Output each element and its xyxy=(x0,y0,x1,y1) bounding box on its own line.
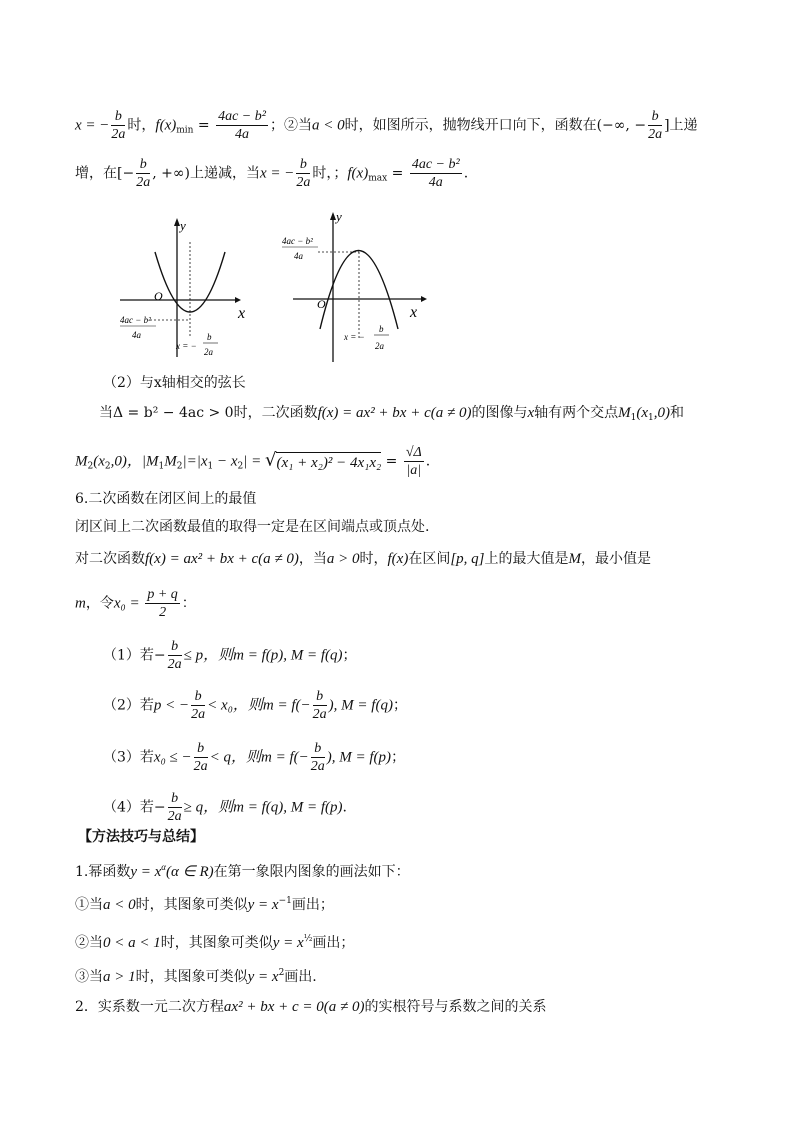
vertex-x-label: x = − xyxy=(344,332,365,342)
midpoint-def xyxy=(75,586,196,621)
cond: 0 < a < 1 xyxy=(103,935,161,951)
power-case-1 xyxy=(75,892,334,914)
text: 对二次函数 xyxy=(75,551,145,567)
result: m = f(q), M = f(p) xyxy=(233,799,343,816)
text: 的图像与 xyxy=(471,405,528,421)
eq: = xyxy=(387,165,408,182)
text: （3）若 xyxy=(103,749,154,766)
min-value-den: 4a xyxy=(132,330,141,340)
fraction-p-q: $\frac{p + q}{2}$ xyxy=(147,587,178,620)
fraction-4ac: $\frac{\text{4ac − b²}}{4a}$ xyxy=(411,157,460,190)
exponent: ½ xyxy=(303,934,313,944)
text: m = f(− xyxy=(262,697,311,714)
m-var: M xyxy=(618,405,631,421)
x-label: x xyxy=(410,304,418,321)
x-var: (x xyxy=(93,453,105,470)
vertex-x-label: x = − xyxy=(176,341,197,351)
vertex-max-line xyxy=(75,156,468,191)
x-eq: x = − xyxy=(75,117,110,134)
text: 在第一象限内图象的画法如下： xyxy=(213,864,410,880)
text: 时，其图象可类似 xyxy=(135,897,248,913)
text: 增，在[− xyxy=(75,165,135,182)
text: 上的最大值是 xyxy=(484,551,569,567)
exponent: α xyxy=(161,862,167,872)
vertex-x-den: 2a xyxy=(204,347,213,357)
quadratic-function: f(x) = ax² + bx + c(a ≠ 0) xyxy=(145,551,299,567)
exponent: −1 xyxy=(278,896,292,906)
power-case-2 xyxy=(75,930,354,952)
text: （2）若 xyxy=(103,697,154,714)
interval: [p, q] xyxy=(450,551,485,567)
text: （4）若− xyxy=(103,799,166,816)
cond: a > 0 xyxy=(326,551,360,567)
text: | = xyxy=(243,453,265,470)
fraction-b-2a: $\frac{b}{2a}$ xyxy=(296,157,311,190)
fraction-b-2a: $\frac{b}{2a}$ xyxy=(136,157,151,190)
f-min: f(x) xyxy=(155,117,177,134)
x-var: x xyxy=(527,405,535,421)
text: p < − xyxy=(153,697,190,714)
power-function: y = x xyxy=(130,864,162,880)
section-6-intro: 闭区间上二次函数最值的取得一定是在区间端点或顶点处. xyxy=(75,519,430,535)
max-value-num: 4ac − b² xyxy=(282,236,313,246)
power-case-3 xyxy=(75,964,317,986)
f-max: f(x) xyxy=(347,165,369,182)
text: ，最小值是 xyxy=(581,551,652,567)
power-function-item xyxy=(75,858,410,881)
section-2-title: （2）与x轴相交的弦长 xyxy=(103,375,246,391)
x-axis-arrow xyxy=(421,296,427,302)
max-sub: max xyxy=(368,173,388,184)
text: 时， xyxy=(359,551,388,567)
x-label: x xyxy=(238,305,246,322)
eq: = xyxy=(381,453,402,470)
text: ]上递 xyxy=(664,117,698,134)
text: 时，其图象可类似 xyxy=(135,969,248,985)
max-value-den: 4a xyxy=(294,251,303,261)
text: 的实根符号与系数之间的关系 xyxy=(364,999,547,1015)
fraction-sqrt-delta: $\frac{√\Delta}{|a|}$ xyxy=(405,445,422,478)
cond: a < 0 xyxy=(103,897,136,913)
exponent: 2 xyxy=(278,968,285,978)
text: 1.幂函数 xyxy=(75,864,131,880)
text: m = f(− xyxy=(261,749,309,766)
fraction-b-2a: $\frac{b}{2a}$ xyxy=(191,689,206,722)
case-1 xyxy=(103,638,357,673)
fraction-b-2a: $\frac{b}{2a}$ xyxy=(648,109,663,142)
fraction-b-2a: $\frac{b}{2a}$ xyxy=(167,791,182,824)
x-var: (x xyxy=(636,405,649,421)
vertex-min-line xyxy=(75,108,698,143)
min-value-num: 4ac − b² xyxy=(120,315,151,325)
text: − x xyxy=(213,453,238,470)
x-eq: x = − xyxy=(259,165,295,182)
upward-parabola-graph xyxy=(110,212,260,362)
text: 当Δ = b² − 4ac > 0时，二次函数 xyxy=(99,405,318,421)
fraction-b-2a: $\frac{b}{2a}$ xyxy=(310,741,325,774)
text: ②当 xyxy=(75,935,103,951)
result: m = f(p), M = f(q) xyxy=(233,647,343,664)
case-2 xyxy=(103,688,407,723)
quadratic-roots-item xyxy=(75,998,546,1016)
quadratic-function: f(x) = ax² + bx + c(a ≠ 0) xyxy=(317,405,472,421)
text: ： xyxy=(181,595,196,612)
y-label: y xyxy=(336,209,342,224)
case-3 xyxy=(103,740,405,775)
case-4 xyxy=(103,790,347,825)
sqrt-sign: √ xyxy=(265,449,277,471)
vertex-x-num: b xyxy=(207,332,212,342)
m-var: M xyxy=(164,453,177,470)
text: 画出； xyxy=(291,897,334,913)
period: . xyxy=(463,165,469,182)
chord-length-line: $M_2(x_2,0)$，$|M_1M_2|=|x_1 - x_2| = √(x_1 + x_2)^2 - 4x_1x_2$ = $\frac{√\Delta}{|a|}$ . xyxy=(75,445,431,478)
m-var: M xyxy=(568,551,582,567)
text: ≥ q，则 xyxy=(183,799,234,816)
text: 轴有两个交点 xyxy=(534,405,619,421)
text: , +∞)上递减，当 xyxy=(152,165,260,182)
text: ，令 xyxy=(85,595,114,612)
sqrt-content: (x₁ + x₂)² − 4x₁x₂ xyxy=(276,452,381,472)
text: ≤ p，则 xyxy=(183,647,234,664)
text: 在区间 xyxy=(408,551,451,567)
text: 时， xyxy=(127,117,156,134)
text: ,0) xyxy=(653,405,671,421)
text: (α ∈ R) xyxy=(166,864,214,880)
text: ，当 xyxy=(298,551,327,567)
y-label: y xyxy=(180,218,186,233)
quadratic-equation: ax² + bx + c = 0(a ≠ 0) xyxy=(223,999,365,1015)
period: . xyxy=(425,453,431,470)
text: x₀ ≤ − xyxy=(153,749,192,766)
vertex-x-den: 2a xyxy=(375,341,384,351)
fraction-b-2a: $\frac{b}{2a}$ xyxy=(111,109,126,142)
fraction-b-2a: $\frac{b}{2a}$ xyxy=(193,741,208,774)
text: 画出； xyxy=(312,935,355,951)
vertex-x-num: b xyxy=(379,324,384,334)
m-var: m xyxy=(75,595,86,612)
method-title: 【方法技巧与总结】 xyxy=(78,829,204,845)
text: ； xyxy=(392,697,407,714)
cond: a < 0 xyxy=(311,117,345,134)
text: ,0)，|M xyxy=(110,453,159,470)
fraction-b-2a: $\frac{b}{2a}$ xyxy=(312,689,327,722)
fraction-b-2a: $\frac{b}{2a}$ xyxy=(167,639,182,672)
section-6-setup xyxy=(75,550,651,568)
text: . xyxy=(342,799,347,816)
text: ； xyxy=(391,749,406,766)
text: < x₀，则 xyxy=(207,697,263,714)
text: ), M = f(p) xyxy=(326,749,392,766)
m-var: M xyxy=(75,453,88,470)
downward-parabola-graph xyxy=(278,204,428,364)
text: 时，； xyxy=(312,165,348,182)
origin-label: O xyxy=(317,297,326,311)
text: 画出. xyxy=(284,969,317,985)
eq: = xyxy=(193,117,215,134)
text: |=|x xyxy=(182,453,208,470)
text: 时，如图所示，抛物线开口向下，函数在(−∞, − xyxy=(344,117,647,134)
power-function: y = x xyxy=(247,969,279,985)
power-function: y = x xyxy=(247,897,279,913)
text: 和 xyxy=(670,405,685,421)
text: ； xyxy=(342,647,357,664)
x-axis-arrow xyxy=(235,297,241,303)
power-function: y = x xyxy=(272,935,304,951)
text: （1）若− xyxy=(103,647,166,664)
text: ), M = f(q) xyxy=(328,697,393,714)
origin-label: O xyxy=(154,289,163,303)
text: 时，其图象可类似 xyxy=(160,935,273,951)
fx: f(x) xyxy=(387,551,409,567)
cond: a > 1 xyxy=(103,969,136,985)
min-sub: min xyxy=(176,125,194,136)
chord-condition-line: 当Δ = b² − 4ac > 0时，二次函数f(x) = ax² + bx + c(a ≠ 0)的图像与x轴有两个交点$M_1(x_1,0)$和 xyxy=(99,405,685,423)
text: ①当 xyxy=(75,897,103,913)
x0: x₀ = xyxy=(113,595,144,612)
text: 2．实系数一元二次方程 xyxy=(75,999,224,1015)
text: ；②当 xyxy=(269,117,312,134)
text: < q，则 xyxy=(209,749,262,766)
fraction-4ac: $\frac{\text{4ac − b²}}{4a}$ xyxy=(218,109,266,142)
section-6-title: 6.二次函数在闭区间上的最值 xyxy=(75,491,257,507)
text: ③当 xyxy=(75,969,103,985)
